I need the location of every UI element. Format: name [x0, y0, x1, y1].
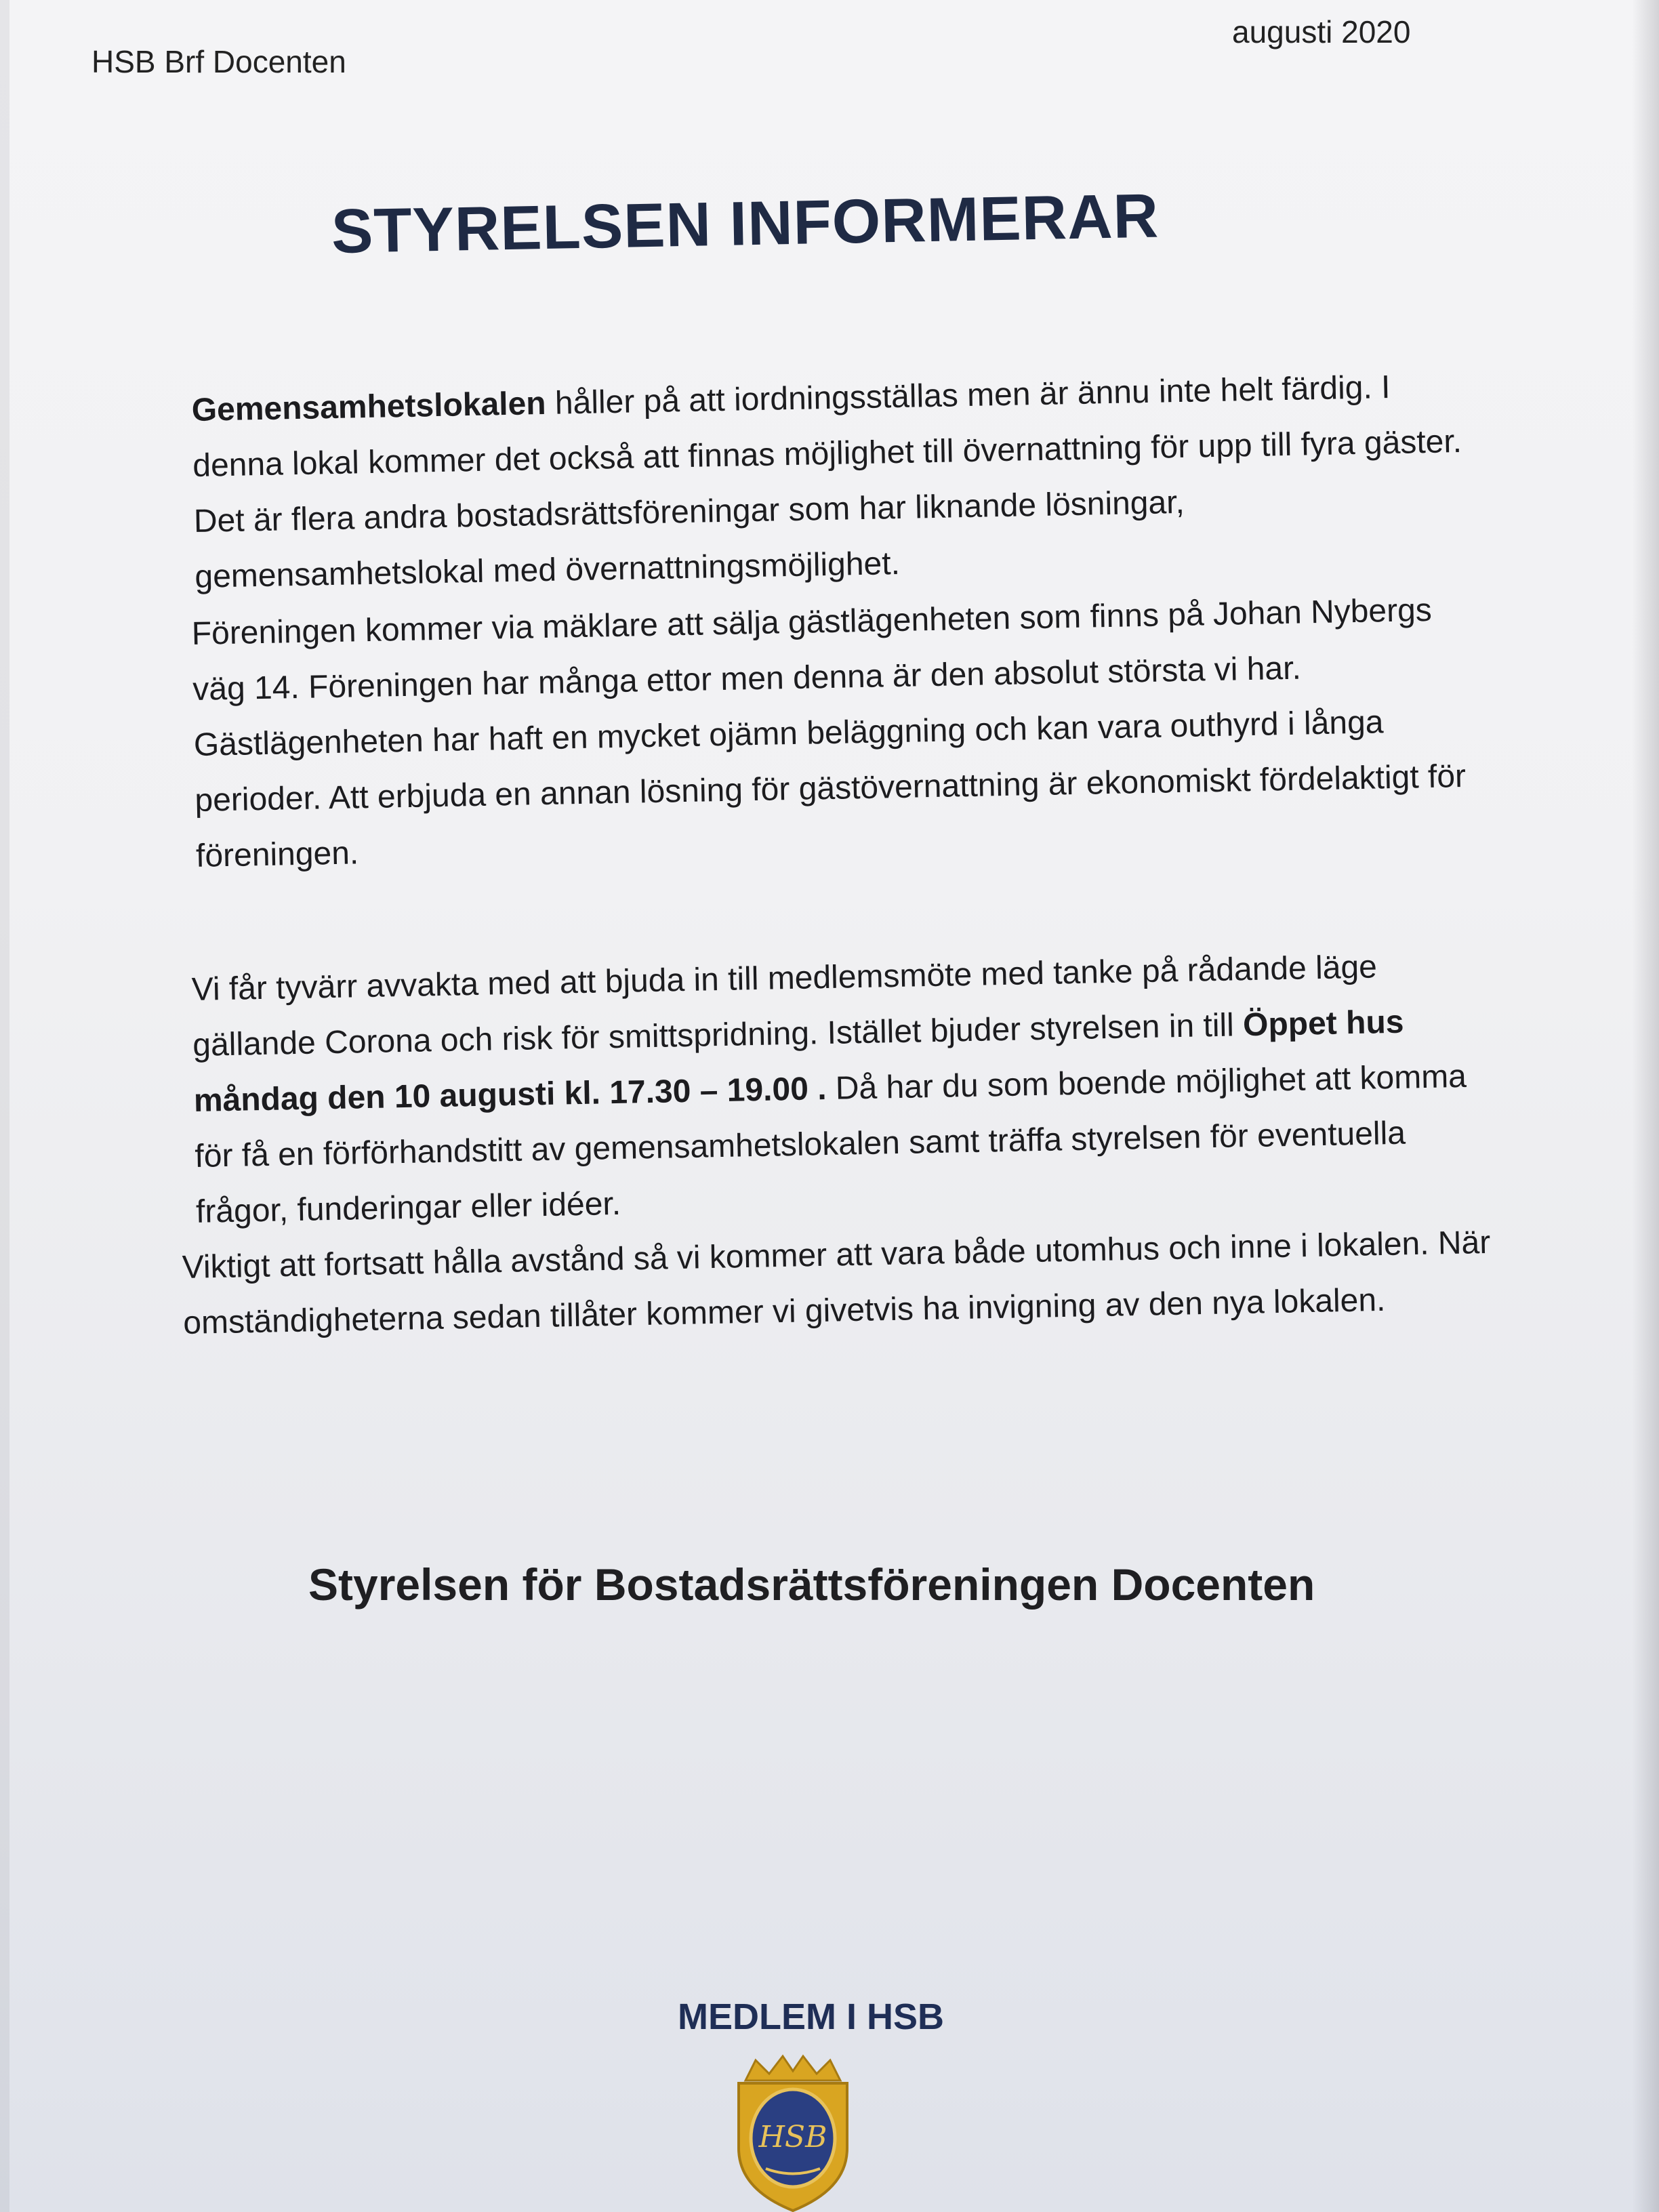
paragraph-distance: Viktigt att fortsatt hålla avstånd så vi kommer att vara både utomhus och inne i lokalen. När omständigheterna sedan tillåter kommer vi givetvis ha invigning av den nya lokalen. [182, 1224, 1491, 1341]
organization-name: HSB Brf Docenten [91, 44, 346, 79]
paragraph-common-room [191, 359, 1483, 605]
paragraph-guest-apartment: Föreningen kommer via mäklare att sälja gästlägenheten som finns på Johan Nybergs väg 14. Föreningen har många ettor men denna är den absolut största vi har. Gästlägenheten har haft en mycket ojämn beläggning och kan vara outhyrd i långa perioder. Att erbjuda en annan lösning för gästövernattning är ekonomiskt fördelaktigt för föreningen. [191, 592, 1467, 874]
paragraph-open-house-details: Då har du som boende möjlighet att komma för få en förförhandstitt av gemensamhetslokalen samt träffa styrelsen för eventuella frågor, funderingar eller idéer. [194, 1058, 1467, 1230]
logo-text: HSB [758, 2120, 827, 2154]
document-date: augusti 2020 [1232, 14, 1411, 49]
paragraph-open-house [191, 938, 1484, 1240]
paragraph-open-house-intro: Vi får tyvärr avvakta med att bjuda in till medlemsmöte med tanke på rådande läge gällande Corona och risk för smittspridning. Istället bjuder styrelsen in till [191, 949, 1378, 1063]
paragraph-common-room-bold: Gemensamhetslokalen [191, 385, 547, 428]
paragraph-common-room-text: håller på att iordningsställas men är ännu inte helt färdig. I denna lokal kommer det också att finnas möjlighet till övernattning för upp till fyra gäster. Det är flera andra bostadsrättsföreningar som har liknande lösningar, gemensamhetslokal med övernattningsmöjlighet. [192, 369, 1462, 595]
open-house-date: Öppet hus måndag den 10 augusti kl. 17.30 – 19.00 . [193, 1004, 1404, 1119]
page-title: STYRELSEN INFORMERAR [331, 181, 1160, 266]
signature: Styrelsen för Bostadsrättsföreningen Docenten [308, 1559, 1315, 1610]
page-shadow-left [0, 0, 9, 2212]
hsb-emblem-icon [725, 2053, 861, 2212]
member-label: MEDLEM I HSB [678, 1996, 945, 2037]
page-shadow-right [1632, 0, 1659, 2212]
